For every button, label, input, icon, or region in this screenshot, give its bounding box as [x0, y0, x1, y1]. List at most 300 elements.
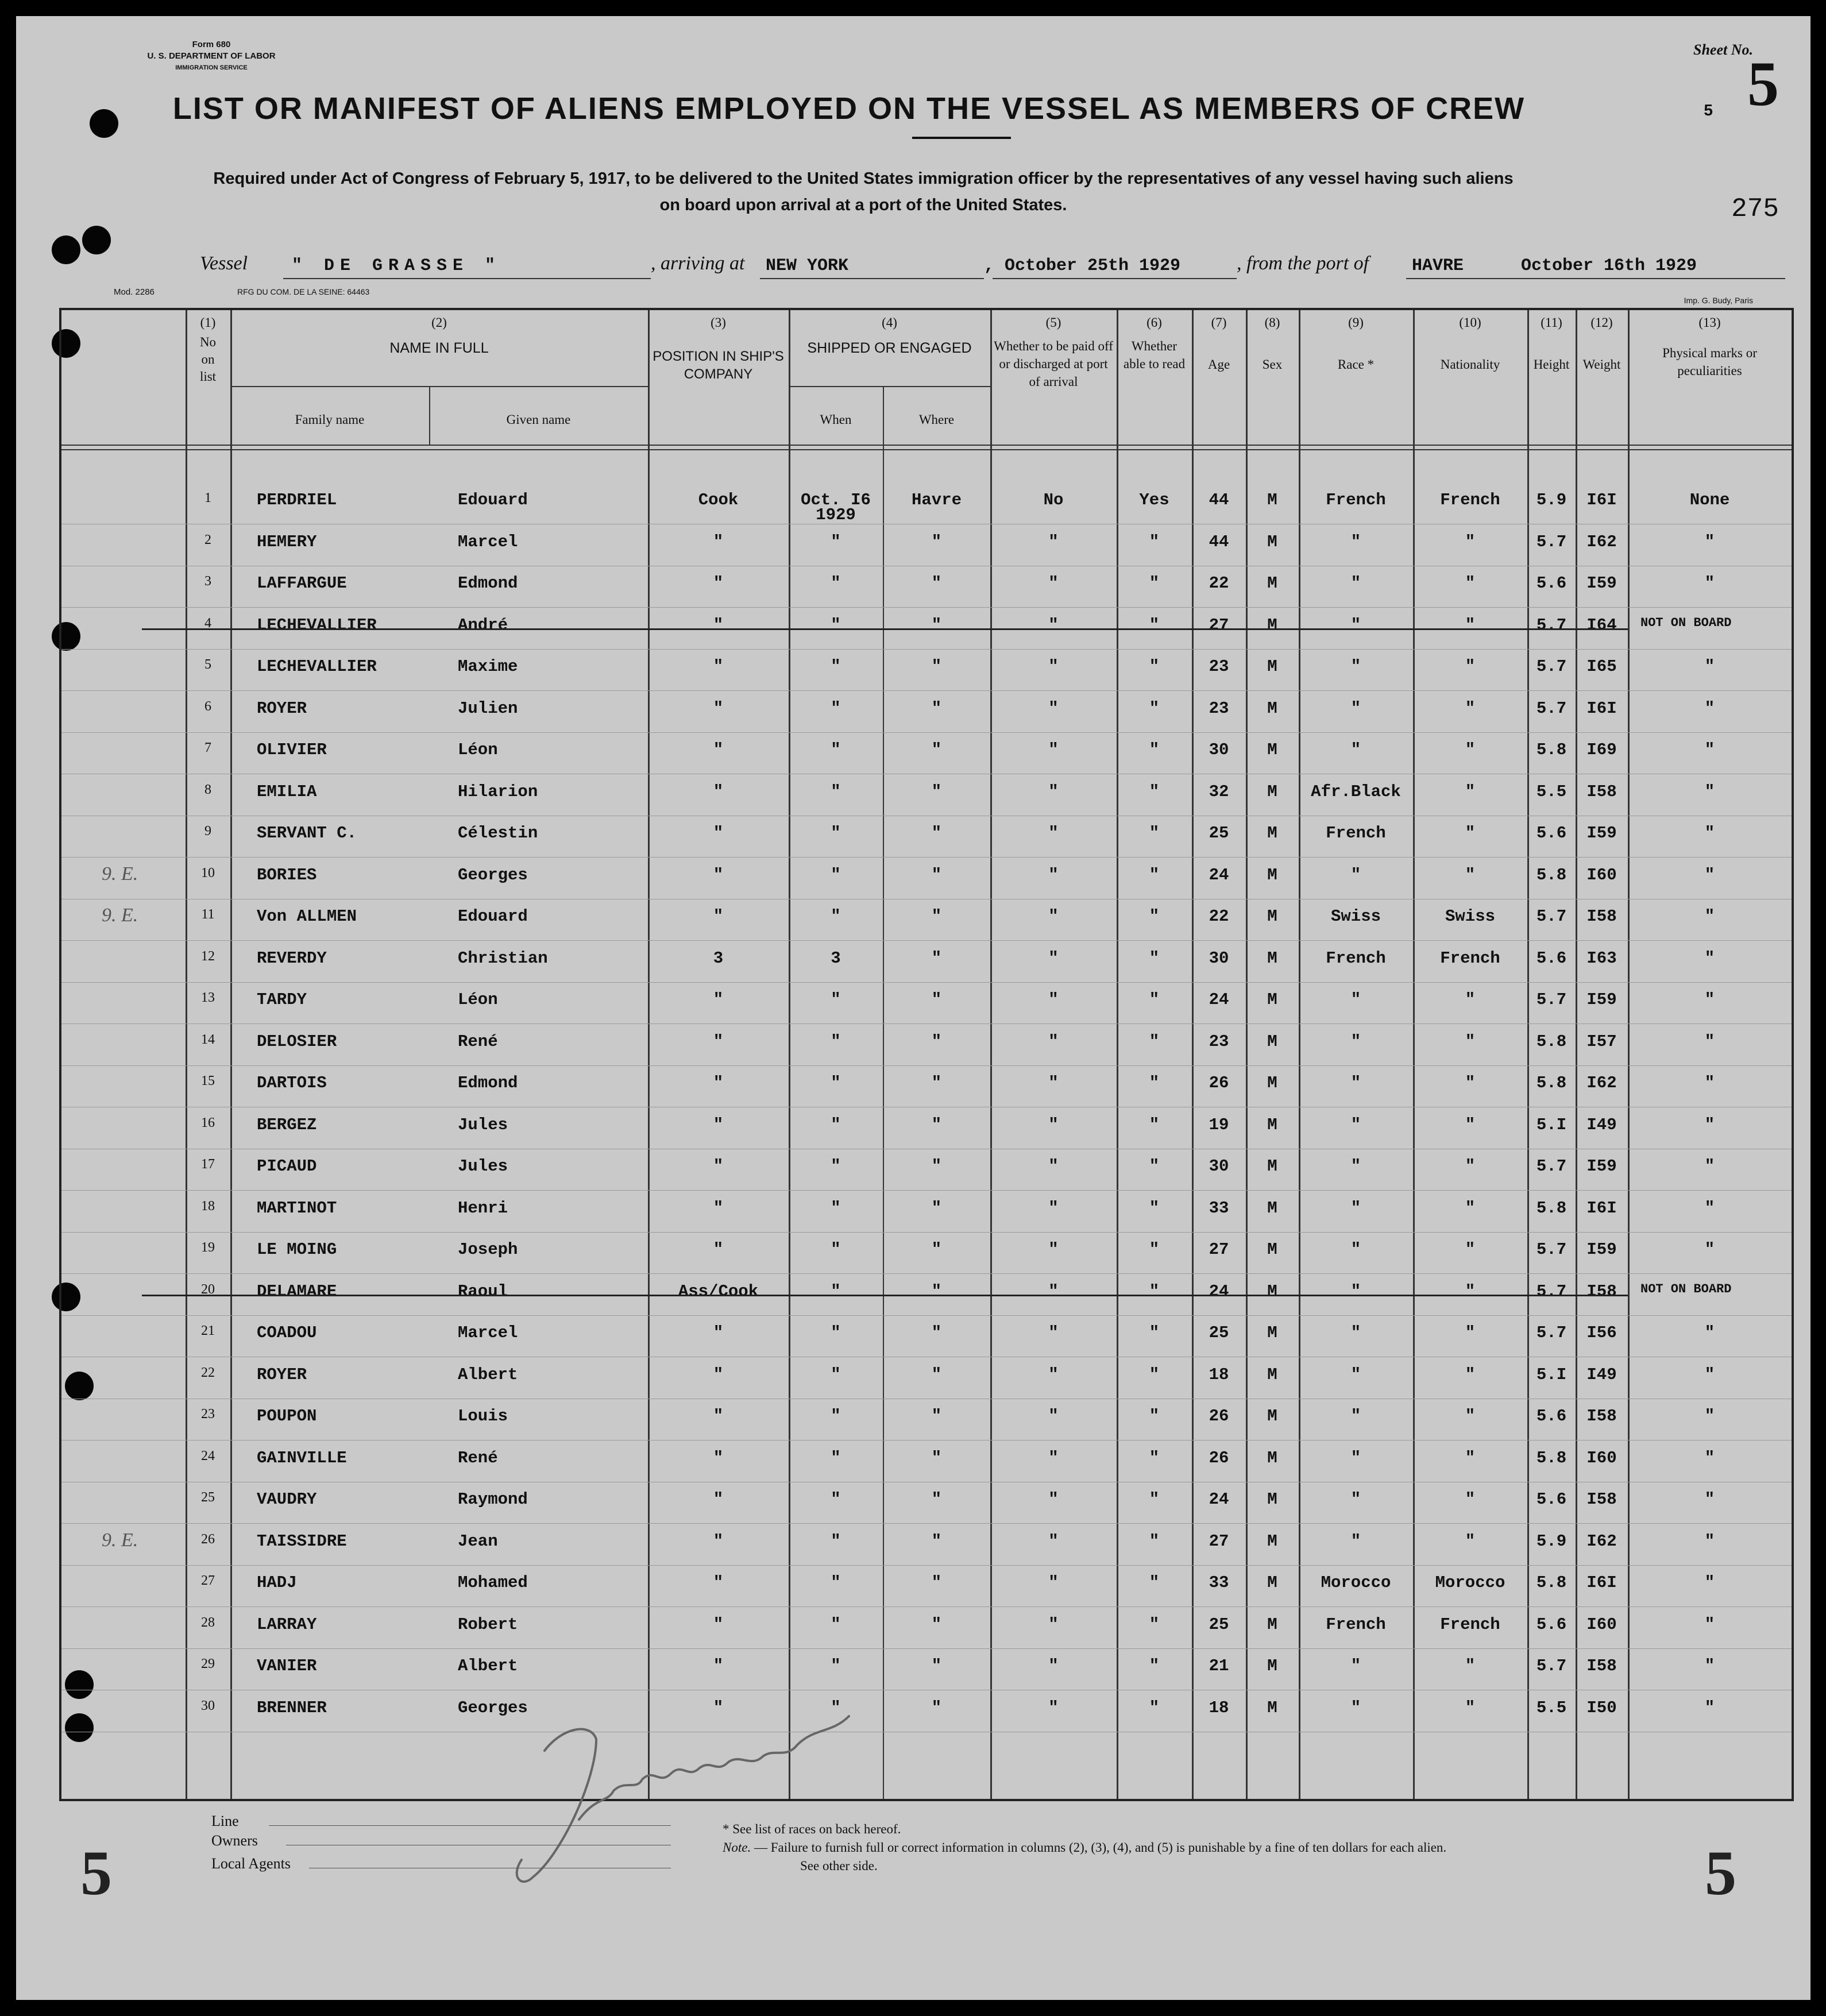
cell-pos: " — [713, 740, 724, 759]
table-row — [61, 1690, 1792, 1732]
cell-age: 44 — [1209, 532, 1229, 551]
column-title: Whether to be paid off or discharged at port of arrival — [994, 339, 1113, 389]
cell-height: 5.7 — [1536, 1323, 1567, 1342]
cell-where: " — [931, 1073, 942, 1092]
cell-given: Raoul — [458, 1281, 508, 1301]
cell-family: LARRAY — [257, 1615, 317, 1634]
cell-pos: " — [713, 1407, 724, 1426]
cell-weight: I63 — [1586, 948, 1617, 968]
header-name-in-full — [230, 314, 648, 357]
cell-marks: " — [1704, 1407, 1715, 1426]
column-title: Race * — [1337, 357, 1375, 372]
cell-paid: " — [1048, 1073, 1059, 1092]
name-subheader-rule — [230, 386, 648, 387]
cell-pos: " — [713, 698, 724, 718]
note-label: Note. — [723, 1840, 751, 1855]
cell-when: " — [831, 532, 841, 551]
cell-nat: " — [1465, 1073, 1476, 1092]
cell-age: 44 — [1209, 491, 1229, 509]
printer-registration: RFG DU COM. DE LA SEINE: 64463 — [237, 287, 370, 296]
cell-nat: " — [1465, 1490, 1476, 1509]
cell-n: 5 — [204, 657, 211, 672]
cell-age: 18 — [1209, 1698, 1229, 1717]
cell-marks: " — [1704, 574, 1715, 593]
department-name: U. S. DEPARTMENT OF LABOR — [147, 51, 276, 61]
cell-height: 5.7 — [1536, 907, 1567, 926]
cell-nat: " — [1465, 1698, 1476, 1717]
cell-marks: " — [1704, 1698, 1715, 1717]
cell-marks: NOT ON BOARD — [1640, 615, 1732, 630]
cell-weight: I6I — [1586, 491, 1617, 509]
form-model: Mod. 2286 — [114, 287, 155, 297]
cell-n: 26 — [201, 1531, 215, 1547]
cell-n: 25 — [201, 1490, 215, 1505]
cell-read: " — [1149, 698, 1160, 718]
cell-family: COADOU — [257, 1323, 317, 1342]
cell-where: " — [931, 1573, 942, 1592]
cell-age: 18 — [1209, 1365, 1229, 1384]
cell-family: BERGEZ — [257, 1115, 317, 1134]
vessel-underline — [283, 278, 651, 279]
punch-hole — [82, 226, 111, 254]
cell-family: TARDY — [257, 990, 307, 1009]
cell-family: TAISSIDRE — [257, 1531, 347, 1551]
cell-nat: " — [1465, 1531, 1476, 1551]
cell-given: René — [458, 1032, 498, 1051]
cell-age: 32 — [1209, 782, 1229, 801]
cell-when: " — [831, 740, 841, 759]
cell-race: " — [1350, 1073, 1361, 1092]
cell-read: " — [1149, 1448, 1160, 1467]
cell-age: 21 — [1209, 1656, 1229, 1675]
cell-race: " — [1350, 740, 1361, 759]
cell-nat: French — [1440, 948, 1500, 968]
cell-given: Albert — [458, 1365, 518, 1384]
cell-n: 7 — [204, 740, 211, 755]
cell-read: " — [1149, 1490, 1160, 1509]
cell-n: 9 — [204, 824, 211, 839]
cell-weight: I59 — [1586, 1240, 1617, 1259]
cell-paid: " — [1048, 990, 1059, 1009]
cell-n: 21 — [201, 1323, 215, 1338]
penalty-note — [723, 1840, 1446, 1855]
cell-age: 30 — [1209, 1157, 1229, 1176]
cell-when: " — [831, 1573, 841, 1592]
column-number: (3) — [711, 315, 726, 330]
cell-nat: " — [1465, 574, 1476, 593]
cell-paid: " — [1048, 1365, 1059, 1384]
table-row — [61, 1107, 1792, 1149]
table-row — [61, 982, 1792, 1024]
cell-pos: " — [713, 782, 724, 801]
cell-sex: M — [1267, 615, 1277, 635]
cell-paid: " — [1048, 615, 1059, 635]
cell-given: Edmond — [458, 574, 518, 593]
cell-read: " — [1149, 1157, 1160, 1176]
cell-weight: I50 — [1586, 1698, 1617, 1717]
cell-weight: I56 — [1586, 1323, 1617, 1342]
cell-paid: " — [1048, 948, 1059, 968]
cell-where: " — [931, 1157, 942, 1176]
cell-given: Léon — [458, 740, 498, 759]
cell-weight: I59 — [1586, 824, 1617, 843]
cell-race: " — [1350, 1281, 1361, 1301]
cell-sex: M — [1267, 990, 1277, 1009]
cell-paid: " — [1048, 698, 1059, 718]
cell-race: " — [1350, 1115, 1361, 1134]
cell-height: 5.6 — [1536, 824, 1567, 843]
cell-given: Joseph — [458, 1240, 518, 1259]
header-when: When — [820, 412, 852, 427]
header-family-name: Family name — [295, 412, 365, 427]
cell-height: 5.7 — [1536, 1656, 1567, 1675]
cell-sex: M — [1267, 1198, 1277, 1218]
cell-sex: M — [1267, 865, 1277, 885]
cell-age: 24 — [1209, 1490, 1229, 1509]
column-number: (7) — [1211, 315, 1227, 330]
cell-given: Louis — [458, 1407, 508, 1426]
cell-pos: Ass/Cook — [678, 1281, 759, 1301]
cell-paid: " — [1048, 574, 1059, 593]
header-shipped — [789, 314, 990, 357]
cell-race: " — [1350, 657, 1361, 676]
cell-given: Henri — [458, 1198, 508, 1218]
cell-read: " — [1149, 1073, 1160, 1092]
cell-age: 26 — [1209, 1407, 1229, 1426]
cell-family: REVERDY — [257, 948, 327, 968]
cell-where: " — [931, 1323, 942, 1342]
cell-paid: " — [1048, 1281, 1059, 1301]
cell-paid: " — [1048, 1323, 1059, 1342]
cell-age: 27 — [1209, 1531, 1229, 1551]
cell-given: Edouard — [458, 907, 528, 926]
cell-sex: M — [1267, 532, 1277, 551]
cell-read: " — [1149, 615, 1160, 635]
cell-paid: " — [1048, 1698, 1059, 1717]
corner-number-right: 5 — [1705, 1838, 1736, 1908]
column-title: SHIPPED OR ENGAGED — [807, 340, 972, 356]
cell-where: " — [931, 907, 942, 926]
corner-number-left: 5 — [80, 1838, 112, 1908]
cell-marks: " — [1704, 1656, 1715, 1675]
cell-read: Yes — [1139, 491, 1169, 509]
cell-paid: " — [1048, 1157, 1059, 1176]
cell-family: Von ALLMEN — [257, 907, 357, 926]
table-row — [61, 1191, 1792, 1233]
cell-height: 5.6 — [1536, 574, 1567, 593]
cell-race: " — [1350, 1698, 1361, 1717]
column-number: (10) — [1459, 315, 1481, 330]
header-race — [1299, 314, 1413, 373]
table-row — [61, 566, 1792, 608]
cell-height: 5.6 — [1536, 1615, 1567, 1634]
cell-weight: I59 — [1586, 574, 1617, 593]
cell-family: LECHEVALLIER — [257, 615, 377, 635]
arrival-port: NEW YORK — [766, 256, 849, 276]
cell-sex: M — [1267, 1032, 1277, 1051]
cell-n: 16 — [201, 1115, 215, 1130]
sheet-number-small: 5 — [1704, 101, 1713, 119]
table-row — [61, 732, 1792, 774]
cell-paid: " — [1048, 1490, 1059, 1509]
cell-height: 5.9 — [1536, 491, 1567, 509]
cell-family: LECHEVALLIER — [257, 657, 377, 676]
cell-age: 22 — [1209, 574, 1229, 593]
column-number: (8) — [1264, 315, 1280, 330]
column-number: (12) — [1590, 315, 1613, 330]
cell-height: 5.6 — [1536, 1407, 1567, 1426]
cell-given: Léon — [458, 990, 498, 1009]
cell-weight: I62 — [1586, 1073, 1617, 1092]
races-note: * See list of races on back hereof. — [723, 1822, 901, 1836]
cell-sex: M — [1267, 1115, 1277, 1134]
cell-n: 3 — [204, 574, 211, 589]
cell-pos: " — [713, 865, 724, 885]
cell-n: 27 — [201, 1573, 215, 1588]
cell-nat: " — [1465, 824, 1476, 843]
cell-when: " — [831, 1115, 841, 1134]
cell-marks: " — [1704, 782, 1715, 801]
table-row — [61, 1482, 1792, 1524]
cell-family: BORIES — [257, 865, 317, 885]
see-other-side: See other side. — [800, 1859, 878, 1873]
cell-given: Mohamed — [458, 1573, 528, 1592]
header-paid-off — [990, 314, 1117, 391]
cell-age: 19 — [1209, 1115, 1229, 1134]
cell-given: Raymond — [458, 1490, 528, 1509]
cell-marks: " — [1704, 1365, 1715, 1384]
cell-age: 23 — [1209, 698, 1229, 718]
cell-family: DARTOIS — [257, 1073, 327, 1092]
cell-when: " — [831, 657, 841, 676]
cell-marks: " — [1704, 865, 1715, 885]
table-row — [61, 1024, 1792, 1066]
cell-read: " — [1149, 532, 1160, 551]
cell-when: " — [831, 1490, 841, 1509]
departure-port: HAVRE — [1412, 256, 1464, 276]
cell-height: 5.7 — [1536, 615, 1567, 635]
cell-height: 5.8 — [1536, 740, 1567, 759]
cell-where: " — [931, 1407, 942, 1426]
table-row — [61, 1274, 1792, 1316]
table-row — [61, 608, 1792, 650]
cell-family: HEMERY — [257, 532, 317, 551]
header-nationality — [1413, 314, 1527, 373]
cell-read: " — [1149, 1656, 1160, 1675]
strike-through-line — [142, 1295, 1628, 1296]
table-row — [61, 1607, 1792, 1649]
cell-paid: " — [1048, 1032, 1059, 1051]
cell-read: " — [1149, 1407, 1160, 1426]
cell-age: 23 — [1209, 657, 1229, 676]
header-where: Where — [918, 412, 955, 427]
column-title: Sex — [1262, 357, 1283, 372]
cell-nat: " — [1465, 1323, 1476, 1342]
cell-weight: I58 — [1586, 1407, 1617, 1426]
cell-paid: " — [1048, 1198, 1059, 1218]
cell-paid: " — [1048, 1240, 1059, 1259]
date-underline — [993, 278, 1237, 279]
header-able-to-read — [1117, 314, 1192, 373]
column-title: No on list — [199, 335, 217, 384]
cell-paid: " — [1048, 657, 1059, 676]
cell-age: 25 — [1209, 1323, 1229, 1342]
cell-read: " — [1149, 907, 1160, 926]
cell-height: 5.8 — [1536, 1198, 1567, 1218]
cell-weight: I58 — [1586, 1281, 1617, 1301]
cell-height: 5.8 — [1536, 1448, 1567, 1467]
cell-paid: " — [1048, 1615, 1059, 1634]
cell-pos: " — [713, 824, 724, 843]
cell-nat: " — [1465, 990, 1476, 1009]
cell-nat: " — [1465, 698, 1476, 718]
cell-when: " — [831, 1073, 841, 1092]
cell-n: 23 — [201, 1407, 215, 1422]
cell-when: " — [831, 1448, 841, 1467]
cell-sex: M — [1267, 1240, 1277, 1259]
cell-family: GAINVILLE — [257, 1448, 347, 1467]
cell-height: 5.5 — [1536, 782, 1567, 801]
cell-race: French — [1326, 824, 1386, 843]
table-row — [61, 816, 1792, 858]
cell-marks: " — [1704, 907, 1715, 926]
cell-family: LAFFARGUE — [257, 574, 347, 593]
cell-height: 5.8 — [1536, 1073, 1567, 1092]
cell-age: 23 — [1209, 1032, 1229, 1051]
cell-when: " — [831, 990, 841, 1009]
cell-nat: " — [1465, 865, 1476, 885]
cell-nat: " — [1465, 1157, 1476, 1176]
cell-pos: " — [713, 657, 724, 676]
cell-race: Morocco — [1321, 1573, 1391, 1592]
column-title: Height — [1533, 357, 1570, 372]
cell-sex: M — [1267, 1490, 1277, 1509]
cell-height: 5.9 — [1536, 1531, 1567, 1551]
cell-pos: " — [713, 1157, 724, 1176]
cell-race: " — [1350, 1656, 1361, 1675]
cell-n: 12 — [201, 948, 215, 964]
cell-height: 5.7 — [1536, 1240, 1567, 1259]
cell-race: " — [1350, 1490, 1361, 1509]
cell-pos: " — [713, 532, 724, 551]
cell-n: 2 — [204, 532, 211, 547]
subtitle-line-1: Required under Act of Congress of February 5, 1917, to be delivered to the United States immigration officer by the representatives of any vessel having such aliens — [213, 169, 1514, 188]
column-number: (6) — [1146, 315, 1162, 330]
cell-n: 15 — [201, 1073, 215, 1088]
column-title: NAME IN FULL — [389, 340, 489, 356]
cell-given: Edmond — [458, 1073, 518, 1092]
cell-weight: I6I — [1586, 698, 1617, 718]
cell-weight: I6I — [1586, 1573, 1617, 1592]
cell-sex: M — [1267, 1407, 1277, 1426]
cell-sex: M — [1267, 782, 1277, 801]
cell-age: 26 — [1209, 1448, 1229, 1467]
cell-pos: " — [713, 615, 724, 635]
footer-agents-label: Local Agents — [211, 1855, 291, 1872]
cell-paid: " — [1048, 1573, 1059, 1592]
cell-sex: M — [1267, 1323, 1277, 1342]
cell-read: " — [1149, 1615, 1160, 1634]
cell-pos: " — [713, 1490, 724, 1509]
cell-given: Georges — [458, 865, 528, 885]
cell-where: " — [931, 1365, 942, 1384]
table-row — [61, 524, 1792, 566]
cell-race: " — [1350, 1157, 1361, 1176]
cell-pos: 3 — [713, 948, 724, 968]
cell-height: 5.6 — [1536, 948, 1567, 968]
column-title: POSITION IN SHIP'S COMPANY — [653, 349, 784, 382]
cell-age: 25 — [1209, 824, 1229, 843]
crew-table — [59, 308, 1794, 1801]
table-row — [61, 1065, 1792, 1107]
cell-n: 4 — [204, 615, 211, 631]
column-number: (1) — [200, 315, 216, 330]
cell-when: " — [831, 1157, 841, 1176]
crew-rows — [61, 482, 1792, 1735]
cell-marks: " — [1704, 657, 1715, 676]
cell-when: " — [831, 1240, 841, 1259]
cell-sex: M — [1267, 1573, 1277, 1592]
header-physical-marks — [1628, 314, 1792, 380]
cell-family: EMILIA — [257, 782, 317, 801]
table-row — [61, 1357, 1792, 1399]
cell-read: " — [1149, 1323, 1160, 1342]
strike-through-line — [142, 628, 1628, 630]
cell-race: French — [1326, 948, 1386, 968]
header-weight — [1576, 314, 1628, 373]
cell-where: " — [931, 657, 942, 676]
cell-race: " — [1350, 1323, 1361, 1342]
cell-weight: I58 — [1586, 1656, 1617, 1675]
cell-when: " — [831, 1032, 841, 1051]
cell-where: " — [931, 740, 942, 759]
cell-weight: I59 — [1586, 1157, 1617, 1176]
cell-race: " — [1350, 865, 1361, 885]
service-name: IMMIGRATION SERVICE — [175, 64, 248, 71]
cell-when: " — [831, 865, 841, 885]
cell-paid: " — [1048, 1115, 1059, 1134]
cell-when: 3 — [831, 948, 841, 968]
cell-marks: " — [1704, 1157, 1715, 1176]
cell-n: 28 — [201, 1615, 215, 1630]
cell-nat: French — [1440, 1615, 1500, 1634]
cell-height: 5.6 — [1536, 1490, 1567, 1509]
cell-paid: " — [1048, 1656, 1059, 1675]
cell-family: MARTINOT — [257, 1198, 337, 1218]
cell-race: Swiss — [1330, 907, 1381, 926]
header-bottom-rule — [61, 445, 1792, 446]
cell-where: " — [931, 948, 942, 968]
cell-paid: " — [1048, 1531, 1059, 1551]
table-row — [61, 1149, 1792, 1191]
cell-height: 5.5 — [1536, 1698, 1567, 1717]
cell-family: VANIER — [257, 1656, 317, 1675]
cell-marks: NOT ON BOARD — [1640, 1281, 1732, 1296]
cell-weight: I60 — [1586, 1615, 1617, 1634]
cell-n: 11 — [201, 907, 215, 922]
cell-family: HADJ — [257, 1573, 297, 1592]
cell-given: André — [458, 615, 508, 635]
cell-read: " — [1149, 1365, 1160, 1384]
cell-given: Robert — [458, 1615, 518, 1634]
cell-marks: " — [1704, 698, 1715, 718]
cell-marks: " — [1704, 990, 1715, 1009]
cell-weight: I64 — [1586, 615, 1617, 635]
signature-stroke — [517, 1716, 849, 1882]
cell-age: 26 — [1209, 1073, 1229, 1092]
title-underline — [912, 137, 1011, 139]
cell-marks: " — [1704, 1115, 1715, 1134]
